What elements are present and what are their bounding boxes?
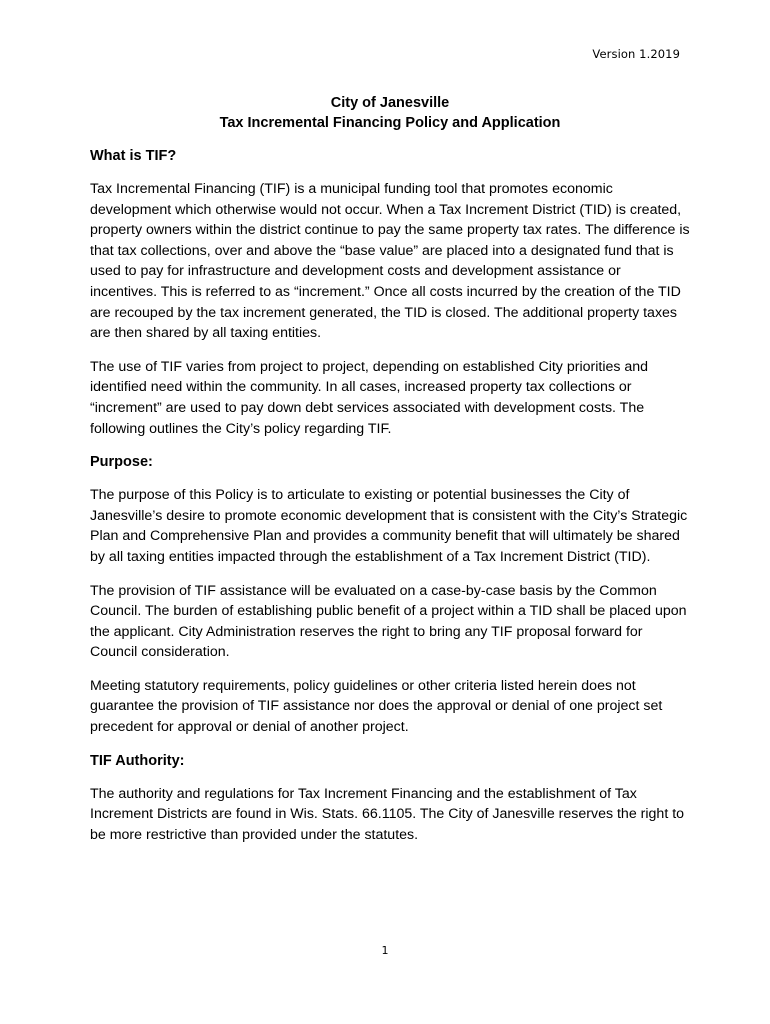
page-number: 1 [381,944,389,957]
paragraph-what-is-tif-1: Tax Incremental Financing (TIF) is a municipal funding tool that promotes economic development which otherwise would not occur. When a Tax Increment District (TID) is created, property owners within the district continue to pay the same property tax rates. The difference is that tax collections, over and above the “base value” are placed into a designated fund that is used to pay for infrastructure and development costs and development assistance or incentives. This is referred to as “increment.” Once all costs incurred by the creation of the TID are recouped by the tax increment generated, the TID is closed. The additional property taxes are then shared by all taxing entities. [90,181,690,342]
paragraph-what-is-tif-2: The use of TIF varies from project to project, depending on established City priorities and identified need within the community. In all cases, increased property tax collections or “increment” are used to pay down debt services associated with development costs. The following outlines the City’s policy regarding TIF. [90,358,649,437]
document-title-line-1: City of Janesville [330,95,450,111]
heading-tif-authority: TIF Authority: [90,752,185,769]
heading-purpose: Purpose: [90,454,153,471]
paragraph-tif-authority-1: The authority and regulations for Tax Increment Financing and the establishment of Tax Increment Districts are found in Wis. Stats. 66.1105. The City of Janesville reserves the right to be more restrictive than provided under the statutes. [90,785,685,843]
document-body [90,93,690,845]
paragraph-purpose-2: The provision of TIF assistance will be evaluated on a case-by-case basis by the Common Council. The burden of establishing public benefit of a project within a TID shall be placed upon the applicant. City Administration reserves the right to bring any TIF proposal forward for Council consideration. [90,582,687,661]
paragraph-purpose-3: Meeting statutory requirements, policy guidelines or other criteria listed herein does not guarantee the provision of TIF assistance nor does the approval or denial of one project set precedent for approval or denial of another project. [90,677,663,736]
version-label: Version 1.2019 [592,47,680,61]
paragraph-purpose-1: The purpose of this Policy is to articulate to existing or potential businesses the City of Janesville’s desire to promote economic development that is consistent with the City’s Strategic Plan and Comprehensive Plan and provides a community benefit that will ultimately be shared by all taxing entities impacted through the establishment of a Tax Increment District (TID). [90,487,688,565]
document-title-line-2: Tax Incremental Financing Policy and Application [219,115,561,131]
heading-what-is-tif: What is TIF? [90,148,177,164]
